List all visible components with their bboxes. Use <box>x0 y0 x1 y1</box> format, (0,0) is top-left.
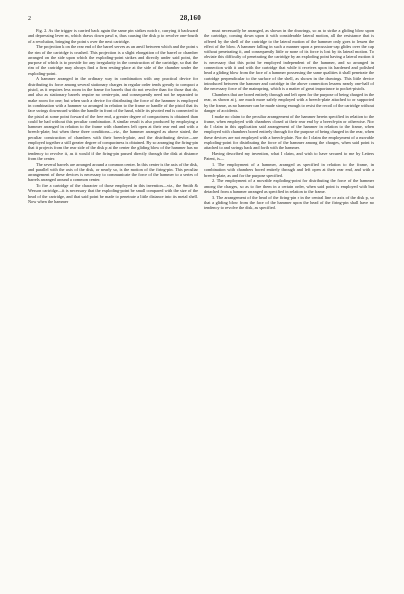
paragraph: Having described my invention, what I claim, and wish to have secured to me by Letters Patent, is— <box>204 151 374 162</box>
claim-paragraph: 2. The employment of a movable exploding-point for distributing the force of the hammer among the charges, so as to fire them in a certain order, when said point is employed with but detached from a hammer arranged as specified in relation to the frame. <box>204 178 374 194</box>
paragraph: The several barrels are arranged around a common center. In this center is the axis of the disk, and parallel with the axis of the disk, or nearly so, is the motion of the firing-pin. This peculiar arrangement of these devices is necessary to communicate the force of the hammer to a series of barrels arranged around a common center. <box>28 161 198 183</box>
paragraph: The projection k on the rear end of the barrel serves as an anvil between which and the point s the rim of the cartridge is crushed. This projection is a slight elongation of the barrel or chamber arranged on the side upon which the exploding-point strikes and directly under said point, the purpose of which is to provide for any irregularity in the construction of the cartridge, so that the rim of the cartridge may always find a firm resting-place at the side of the chamber under the exploding-point. <box>28 44 198 76</box>
page-number: 2 <box>28 16 31 22</box>
paragraph: must necessarily be arranged, as shown in the drawings, so as to strike a gliding blow upon the cartridge, coming down upon it with considerable lateral motion, all the resistance that is offered by the shell of the cartridge to the lateral motion of the hammer only goes to lessen the effect of the blow. A hammer falling in such a manner upon a percussion-cap glides over the cap without penetrating it, and consequently little or none of its force is lost by its lateral motion. To obviate this difficulty of penetrating the cartridge by an exploding point having a lateral motion it is necessary that this point be employed independent of the hammer, and so arranged in connection with it and with the cartridge that while it receives upon its hardened and polished head a gliding blow from the face of a hammer possessing the same qualities it shall penetrate the cartridge perpendicular to the surface of the shell, as shown in the drawings. This little device introduced between the hammer and cartridge in the above connection lessens nearly one-half of the necessary force of the mainspring, which is a matter of great importance to pocket-pistols. <box>204 28 374 92</box>
paragraph: I make no claim to the peculiar arrangement of the hammer herein specified in relation to the frame, when employed with chambers closed at their rear end by a breech-pin or otherwise. Nor do I claim in this application said arrangement of the hammer in relation to the frame, when employed with chambers bored entirely through for the purpose of being charged in the rear, when these devices are not employed with a breech-plate. Nor do I claim the employment of a movable exploding-point for distributing the force of the hammer among the charges, when said point is attached to and swings back and forth with the hammer. <box>204 113 374 151</box>
claim-paragraph: 3. The arrangement of the head of the firing-pin r in the central line or axis of the disk p, so that a gliding blow from the face of the hammer upon the head of the firing-pin shall have no tendency to revolve the disk, as specified. <box>204 194 374 211</box>
right-text-column <box>204 28 374 210</box>
paragraph: A hammer arranged in the ordinary way in combination with any practical device for distributing its force among several stationary charges in regular order tends greatly to compact a pistol, as it requires less room in the frame for barrels that do not revolve than for those that do, and also as stationary barrels require no center-pin, and consequently need not be separated to make room for one; but when such a device for distributing the force of the hammer is employed in combination with a hammer so arranged in relation to the frame or handle of the pistol that its face swings downward within the handle in front of the hand, while its pivoted end is connected to the pistol at some point forward of the free end, a greater degree of compactness is obtained than could be had without this peculiar combination. A similar result is also produced by employing a hammer arranged in relation to the frame with chambers left open at their rear end and with a breech-plate; but when these three conditions—viz., the hammer arranged as above stated, the peculiar construction of chambers with their breech-plate, and the distributing device—are employed together a still greater degree of compactness is obtained. By so arranging the firing-pin that it projects from the rear side of the disk p at the center the gliding blow of the hammer has no tendency to revolve it, as it would if the firing-pin passed directly through the disk at distance from the center. <box>28 76 198 161</box>
paragraph: Chambers that are bored entirely through and left open for the purpose of being charged in the rear, as shown at j, are much more safely employed with a breech-plate attached to or supported by the frame, as no hammer can be made strong enough to resist the recoil of the cartridge without danger of accidents. <box>204 91 374 113</box>
paragraph: To fire a cartridge of the character of those employed in this invention—viz., the Smith & Wesson cartridge—it is necessary that the exploding-point be small compared with the size of the head of the cartridge, and that said point be made to penetrate a little distance into its metal shell. Now when the hammer <box>28 183 198 205</box>
claim-paragraph: 1. The employment of a hammer, arranged as specified in relation to the frame, in combination with chambers bored entirely through and left open at their rear end, and with a breech-plate, as and for the purpose specified. <box>204 161 374 178</box>
patent-number: 28,160 <box>180 14 202 22</box>
left-text-column <box>28 28 198 204</box>
paragraph: Fig. 2. As the trigger is carried back again the same pin strikes notch r, carrying it backward and depressing lever m, which draws down pawl n, thus causing the disk p to revolve one-fourth of a revolution, bringing the point s over the next cartridge. <box>28 28 198 44</box>
